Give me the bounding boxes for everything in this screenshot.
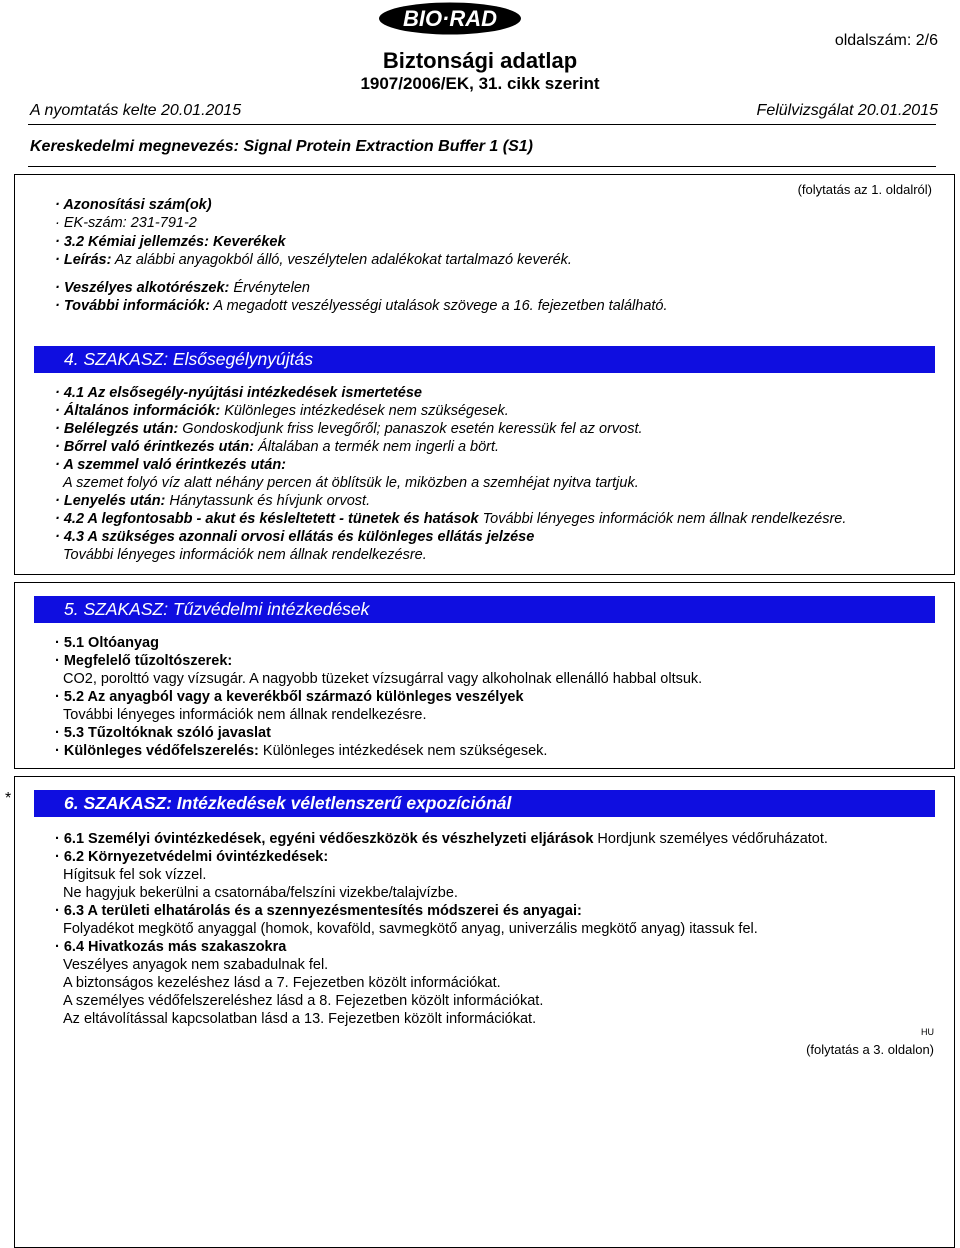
section-5-heading: 5. SZAKASZ: Tűzvédelmi intézkedések (34, 596, 935, 623)
line-text: További lényeges információk nem állnak rendelkezésre. (478, 511, 847, 527)
text-line (63, 974, 501, 992)
line-label: · 5.1 Oltóanyag (55, 635, 159, 651)
line-text: Az alábbi anyagokból álló, veszélytelen adalékokat tartalmazó keverék. (111, 252, 572, 268)
text-line (55, 528, 534, 546)
text-line (63, 866, 206, 884)
line-label: · 6.1 Személyi óvintézkedések, egyéni védőeszközök és vészhelyzeti eljárások (55, 831, 594, 847)
document-subtitle: 1907/2006/EK, 31. cikk szerint (360, 74, 600, 93)
line-label: · 5.2 Az anyagból vagy a keverékből származó különleges veszélyek (55, 689, 524, 705)
text-line (55, 688, 524, 706)
line-text: Általában a termék nem ingerli a bört. (254, 439, 500, 455)
text-line (63, 884, 458, 902)
text-line (63, 956, 328, 974)
text-line (55, 438, 499, 456)
line-label: · Azonosítási szám(ok) (55, 197, 212, 213)
line-text: Hánytassunk és hívjunk orvost. (165, 493, 371, 509)
svg-text:BIO·RAD: BIO·RAD (402, 6, 498, 31)
line-label: · A szemmel való érintkezés után: (55, 457, 287, 473)
line-text: A személyes védőfelszereléshez lásd a 8. Fejezetben közölt információkat. (63, 993, 544, 1009)
page-number: oldalszám: 2/6 (834, 32, 938, 49)
text-line (55, 233, 286, 251)
text-line (63, 1010, 536, 1028)
line-label: · Veszélyes alkotórészek: (55, 280, 230, 296)
line-label: · 4.2 A legfontosabb - akut és késleltetett - tünetek és hatások (55, 511, 479, 527)
line-label: · 6.3 A területi elhatárolás és a szennyezésmentesítés módszerei és anyagai: (55, 903, 582, 919)
line-label: · Megfelelő tűzoltószerek: (55, 653, 233, 669)
text-line (55, 634, 159, 652)
line-label: · Leírás: (55, 252, 112, 268)
text-line (55, 456, 286, 474)
text-line (63, 670, 702, 688)
line-text: Hígitsuk fel sok vízzel. (63, 867, 207, 883)
revision-date: Felülvizsgálat 20.01.2015 (756, 102, 938, 119)
text-line (63, 992, 543, 1010)
header-divider (28, 124, 936, 125)
line-text: Ne hagyjuk bekerülni a csatornába/felszíni vizekbe/talajvízbe. (63, 885, 458, 901)
text-line (55, 652, 232, 670)
line-text: Különleges intézkedések nem szükségesek. (220, 403, 509, 419)
document-title: Biztonsági adatlap (382, 48, 578, 73)
line-text: További lényeges információk nem állnak rendelkezésre. (63, 707, 427, 723)
section-4-heading: 4. SZAKASZ: Elsősegélynyújtás (34, 346, 935, 373)
section-6-heading: 6. SZAKASZ: Intézkedések véletlenszerű expozíciónál (34, 790, 935, 817)
text-line (55, 742, 547, 760)
line-text: További lényeges információk nem állnak rendelkezésre. (63, 547, 427, 563)
trade-name: Kereskedelmi megnevezés: Signal Protein Extraction Buffer 1 (S1) (30, 138, 533, 155)
trade-name-divider (28, 166, 936, 167)
line-text: Az eltávolítással kapcsolatban lásd a 13. Fejezetben közölt információkat. (63, 1011, 537, 1027)
line-label: · 4.1 Az elsősegély-nyújtási intézkedések ismertetése (55, 385, 422, 401)
line-text: Gondoskodjunk friss levegőről; panaszok esetén keressük fel az orvost. (178, 421, 643, 437)
text-line (55, 384, 422, 402)
text-line (55, 214, 197, 232)
text-line (55, 297, 668, 315)
text-line (55, 492, 370, 510)
line-text: CO2, porolttó vagy vízsugár. A nagyobb tüzeket vízsugárral vagy alkoholnak ellenálló habbal oltsuk. (63, 671, 703, 687)
text-line (55, 420, 643, 438)
continued-to-note: (folytatás a 3. oldalon) (806, 1042, 934, 1057)
line-text: Folyadékot megkötő anyaggal (homok, kovaföld, savmegkötő anyag, univerzális megkötő anyag) itassuk fel. (63, 921, 758, 937)
text-line (55, 510, 846, 528)
line-label: · 5.3 Tűzoltóknak szóló javaslat (55, 725, 271, 741)
bio-rad-logo (378, 2, 522, 35)
line-label: · További információk: (55, 298, 210, 314)
text-line (55, 724, 271, 742)
line-label: · 4.3 A szükséges azonnali orvosi ellátás és különleges ellátás jelzése (55, 529, 535, 545)
text-line (63, 920, 758, 938)
line-label: · Bőrrel való érintkezés után: (55, 439, 255, 455)
line-text: Veszélyes anyagok nem szabadulnak fel. (63, 957, 329, 973)
text-line (55, 902, 582, 920)
line-label: · 6.2 Környezetvédelmi óvintézkedések: (55, 849, 329, 865)
line-text: Hordjunk személyes védőruházatot. (593, 831, 828, 847)
line-label: · Különleges védőfelszerelés: (55, 743, 259, 759)
line-text: Érvénytelen (229, 280, 310, 296)
text-line (55, 830, 828, 848)
text-line (55, 938, 286, 956)
line-text: A biztonságos kezeléshez lásd a 7. Fejezetben közölt információkat. (63, 975, 501, 991)
text-line (63, 474, 639, 492)
text-line (55, 402, 509, 420)
line-text: Különleges intézkedések nem szükségesek. (258, 743, 548, 759)
print-date: A nyomtatás kelte 20.01.2015 (30, 102, 242, 119)
line-text: A megadott veszélyességi utalások szövege a 16. fejezetben található. (209, 298, 668, 314)
text-line (63, 546, 427, 564)
country-code: HU (921, 1027, 934, 1037)
line-text: A szemet folyó víz alatt néhány percen át öblítsük le, miközben a szemhéjat nyitva tartjuk. (63, 475, 639, 491)
continued-from-note: (folytatás az 1. oldalról) (797, 182, 932, 197)
text-line (63, 706, 427, 724)
line-text: · EK-szám: 231-791-2 (55, 215, 197, 231)
line-label: · Általános információk: (55, 403, 221, 419)
text-line (55, 196, 212, 214)
line-label: · 6.4 Hivatkozás más szakaszokra (55, 939, 287, 955)
line-label: · Lenyelés után: (55, 493, 166, 509)
line-label: · 3.2 Kémiai jellemzés: Keverékek (55, 234, 286, 250)
text-line (55, 279, 310, 297)
text-line (55, 848, 328, 866)
line-label: · Belélegzés után: (55, 421, 179, 437)
text-line (55, 251, 572, 269)
revision-marker: * (5, 790, 12, 807)
